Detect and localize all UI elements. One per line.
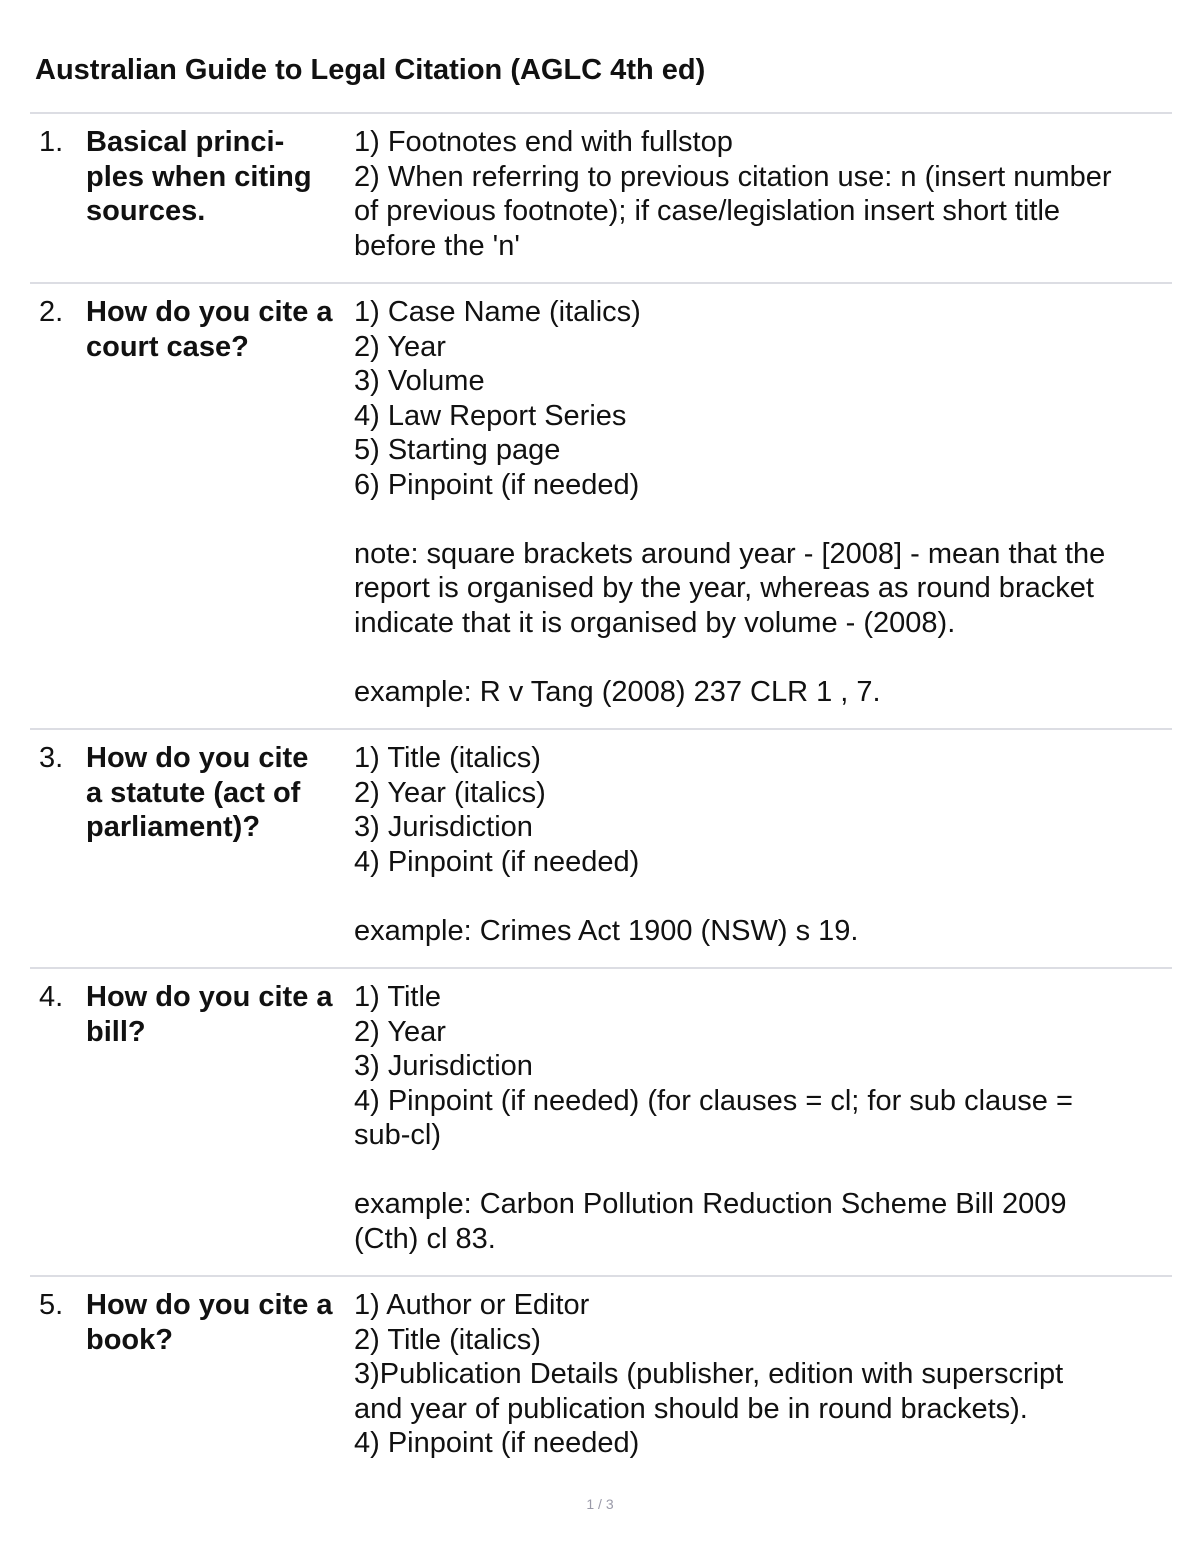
- answer-line: sub-cl): [354, 1119, 442, 1151]
- blank-line: [354, 1153, 1172, 1188]
- card-number: 3.: [39, 742, 64, 774]
- answer-line: 2) When referring to previous citation use: n (insert number: [354, 160, 1112, 193]
- card-answer: [354, 295, 1172, 709]
- answer-line: of previous footnote); if case/legislation insert short title: [354, 195, 1061, 227]
- answer-line: 1) Title: [354, 981, 442, 1013]
- answer-line: 2) Year: [354, 330, 446, 363]
- flashcard-row: [30, 1275, 1172, 1480]
- answer-line: 3) Jurisdiction: [354, 811, 533, 843]
- answer-line: example: Carbon Pollution Reduction Scheme Bill 2009: [354, 1188, 1067, 1220]
- card-answer: [354, 125, 1172, 263]
- card-number: 4.: [39, 981, 64, 1013]
- flashcard-list: [30, 112, 1172, 1480]
- card-question: How do you cite a court case?: [86, 296, 333, 363]
- blank-line: [354, 502, 1172, 537]
- card-question: How do you cite a statute (act of parliament)?: [86, 742, 309, 843]
- card-question: Basical princi- ples when citing sources.: [86, 126, 312, 227]
- answer-line: 4) Pinpoint (if needed) (for clauses = cl; for sub clause =: [354, 1084, 1073, 1117]
- answer-line: 2) Year: [354, 1015, 446, 1048]
- card-number: 2.: [39, 296, 64, 328]
- card-answer: [354, 741, 1172, 948]
- answer-line: 1) Title (italics): [354, 742, 541, 774]
- flashcard-row: [30, 112, 1172, 282]
- card-answer: [354, 1288, 1172, 1461]
- page-indicator: 1 / 3: [586, 1496, 614, 1512]
- answer-line: before the 'n': [354, 229, 520, 262]
- answer-line: 4) Pinpoint (if needed): [354, 1427, 640, 1459]
- flashcard-row: [30, 728, 1172, 967]
- answer-line: note: square brackets around year - [2008] - mean that the: [354, 537, 1106, 570]
- answer-line: 1) Author or Editor: [354, 1289, 590, 1321]
- page-title: Australian Guide to Legal Citation (AGLC 4th ed): [35, 54, 706, 86]
- flashcard-row: [30, 967, 1172, 1275]
- blank-line: [354, 640, 1172, 675]
- answer-line: 2) Year (italics): [354, 776, 546, 809]
- answer-line: 4) Pinpoint (if needed): [354, 845, 640, 878]
- answer-line: report is organised by the year, whereas as round bracket: [354, 572, 1094, 604]
- answer-line: 3)Publication Details (publisher, edition with superscript: [354, 1358, 1064, 1390]
- answer-line: example: R v Tang (2008) 237 CLR 1 , 7.: [354, 675, 881, 708]
- flashcard-row: [30, 282, 1172, 728]
- answer-line: 6) Pinpoint (if needed): [354, 468, 640, 501]
- answer-line: 2) Title (italics): [354, 1323, 541, 1356]
- answer-line: 3) Volume: [354, 365, 485, 397]
- answer-line: (Cth) cl 83.: [354, 1222, 496, 1255]
- answer-line: 1) Footnotes end with fullstop: [354, 126, 733, 158]
- card-answer: [354, 980, 1172, 1256]
- answer-line: indicate that it is organised by volume - (2008).: [354, 606, 956, 639]
- answer-line: 3) Jurisdiction: [354, 1050, 533, 1082]
- card-question: How do you cite a bill?: [86, 981, 333, 1048]
- answer-line: 4) Law Report Series: [354, 399, 627, 432]
- card-number: 1.: [39, 126, 64, 158]
- answer-line: 5) Starting page: [354, 434, 561, 466]
- answer-line: example: Crimes Act 1900 (NSW) s 19.: [354, 914, 859, 947]
- blank-line: [354, 879, 1172, 914]
- answer-line: 1) Case Name (italics): [354, 296, 641, 328]
- answer-line: and year of publication should be in round brackets).: [354, 1392, 1028, 1425]
- card-number: 5.: [39, 1289, 64, 1321]
- card-question: How do you cite a book?: [86, 1289, 333, 1356]
